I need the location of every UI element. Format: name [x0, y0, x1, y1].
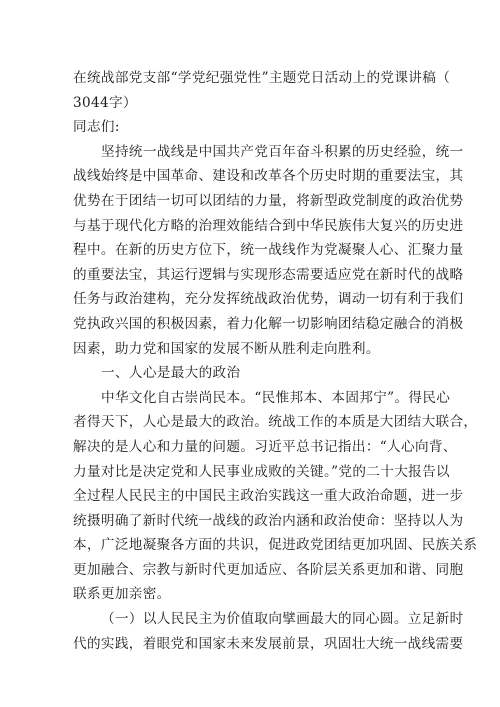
paragraph-line: 者得天下，人心是最大的政治。统战工作的本质是大团结大联合， — [73, 414, 478, 431]
paragraph-line: 因素，助力党和国家的发展不断从胜利走向胜利。 — [73, 340, 380, 357]
paragraph-line: 战线始终是中国革命、建设和改革各个历史时期的重要法宝，其 — [73, 168, 464, 185]
paragraph-line: 与基于现代化方略的治理效能结合到中华民族伟大复兴的历史进 — [73, 217, 464, 234]
paragraph-line: 本，广泛地凝聚各方面的共识，促进政党团结更加巩固、民族关系 — [73, 537, 478, 554]
paragraph-line: 代的实践，着眼党和国家未来发展前景，巩固壮大统一战线需要 — [73, 635, 464, 652]
document-page — [73, 66, 478, 656]
paragraph-line: 的重要法宝，其运行逻辑与实现形态需要适应党在新时代的战略 — [73, 266, 464, 283]
document-title-line-1: 在统战部党支部“学党纪强党性”主题党日活动上的党课讲稿（ — [73, 70, 451, 86]
paragraph-line: 任务与政治建构，充分发挥统战政治优势，调动一切有利于我们 — [73, 291, 464, 308]
paragraph-line: 全过程人民民主的中国民主政治实践这一重大政治命题，进一步 — [73, 488, 464, 505]
paragraph-line: 党执政兴国的积极因素，着力化解一切影响团结稳定融合的消极 — [73, 315, 464, 332]
paragraph-line: 优势在于团结一切可以团结的力量，将新型政党制度的政治优势 — [73, 192, 464, 209]
paragraph-line: 中华文化自古崇尚民本。“民惟邦本、本固邦宁”。得民心 — [101, 389, 451, 406]
section-heading: 一、人心是最大的政治 — [101, 365, 241, 382]
paragraph-1 — [73, 140, 464, 361]
paragraph-line: 坚持统一战线是中国共产党百年奋斗积累的历史经验，统一 — [101, 143, 464, 160]
paragraph-line: 统摄明确了新时代统一战线的政治内涵和政治使命：坚持以人为 — [73, 512, 464, 529]
paragraph-line: 更加融合、宗教与新时代更加适应、各阶层关系更加和谐、同胞 — [73, 561, 464, 578]
paragraph-line: 程中。在新的历史方位下，统一战线作为党凝聚人心、汇聚力量 — [73, 242, 464, 259]
paragraph-line: 力量对比是决定党和人民事业成败的关键。”党的二十大报告以 — [73, 463, 450, 480]
salutation: 同志们: — [73, 119, 120, 136]
paragraph-3 — [73, 607, 464, 656]
paragraph-line: 解决的是人心和力量的问题。习近平总书记指出：“人心向背、 — [73, 438, 457, 455]
paragraph-line: （一）以人民民主为价值取向擘画最大的同心圆。立足新时 — [101, 611, 464, 628]
paragraph-2 — [73, 386, 478, 607]
document-title-line-2: 3044字） — [73, 94, 137, 111]
paragraph-line: 联系更加亲密。 — [73, 586, 171, 603]
